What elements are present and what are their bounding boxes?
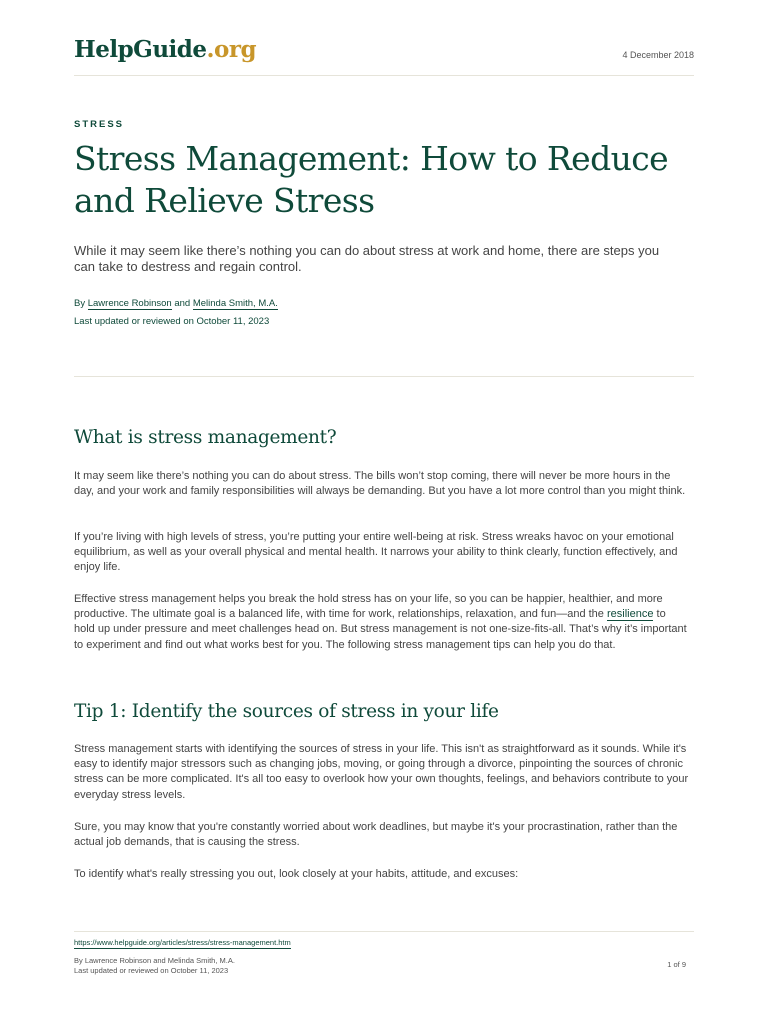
byline-and: and [174,298,191,309]
resilience-link[interactable]: resilience [606,608,654,621]
author-link-smith[interactable]: Melinda Smith, M.A. [192,298,278,309]
footer-url-link[interactable]: https://www.helpguide.org/articles/stress/stress-management.htm [74,938,291,947]
logo-tld: .org [206,36,257,63]
footer-authors: By Lawrence Robinson and Melinda Smith, M.A. [74,956,235,965]
paragraph-text: Effective stress management helps you break the hold stress has on your life, so you can be happier, healthier, and more productive. The ultimate goal is a balanced life, with time for work, relationships, relaxation, and fun—and the [74,593,663,621]
paragraph: To identify what's really stressing you out, look closely at your habits, attitude, and excuses: [74,868,519,880]
page-header [74,34,694,76]
last-updated: Last updated or reviewed on October 11, 2023 [74,316,270,327]
paragraph: If you’re living with high levels of stress, you’re putting your entire well-being at risk. Stress wreaks havoc on your emotional equilibrium, as well as your overall physical and mental health. It narrows your ability to think clearly, function effectively, and enjoy life. [74,531,678,574]
logo-main: HelpGuide [74,36,207,63]
footer-updated: Last updated or reviewed on October 11, 2023 [74,966,229,975]
print-date: 4 December 2018 [622,50,694,60]
article-title: Stress Management: How to Reduce and Relieve Stress [74,139,669,220]
author-link-robinson[interactable]: Lawrence Robinson [87,298,172,309]
page-number: 1 of 9 [667,960,686,969]
byline [74,298,278,310]
byline-prefix: By [74,298,86,309]
paragraph: Sure, you may know that you're constantly worried about work deadlines, but maybe it's your procrastination, rather than the actual job demands, that is causing the stress. [74,821,678,849]
article-intro: While it may seem like there’s nothing you can do about stress at work and home, there are steps you can take to destress and regain control. [74,243,660,274]
footer-divider [74,931,694,932]
paragraph: Stress management starts with identifying the sources of stress in your life. This isn't as straightforward as it sounds. While it's easy to identify major stressors such as changing jobs, moving, or going through a divorce, pinpointing the sources of chronic stress can be more complicated. It's all too easy to overlook how your own thoughts, feelings, and behaviors contribute to your everyday stress levels. [74,743,689,801]
section-heading-what-is: What is stress management? [74,427,337,448]
footer-byline [74,956,235,976]
category-label[interactable]: STRESS [74,119,125,130]
paragraph-resilience [74,592,689,653]
paragraph: It may seem like there’s nothing you can do about stress. The bills won’t stop coming, there will never be more hours in the day, and your work and family responsibilities will always be demanding. But you have a lot more control than you might think. [74,470,686,498]
helpguide-logo[interactable] [74,36,256,63]
paragraph-text: to hold up under pressure and meet challenges head on. But stress management is not one-size-fits-all. That’s why it’s important to experiment and find out what works best for you. The following stress management tips can help you do that. [74,608,687,651]
divider [74,376,694,377]
section-heading-tip-1: Tip 1: Identify the sources of stress in your life [74,701,499,722]
